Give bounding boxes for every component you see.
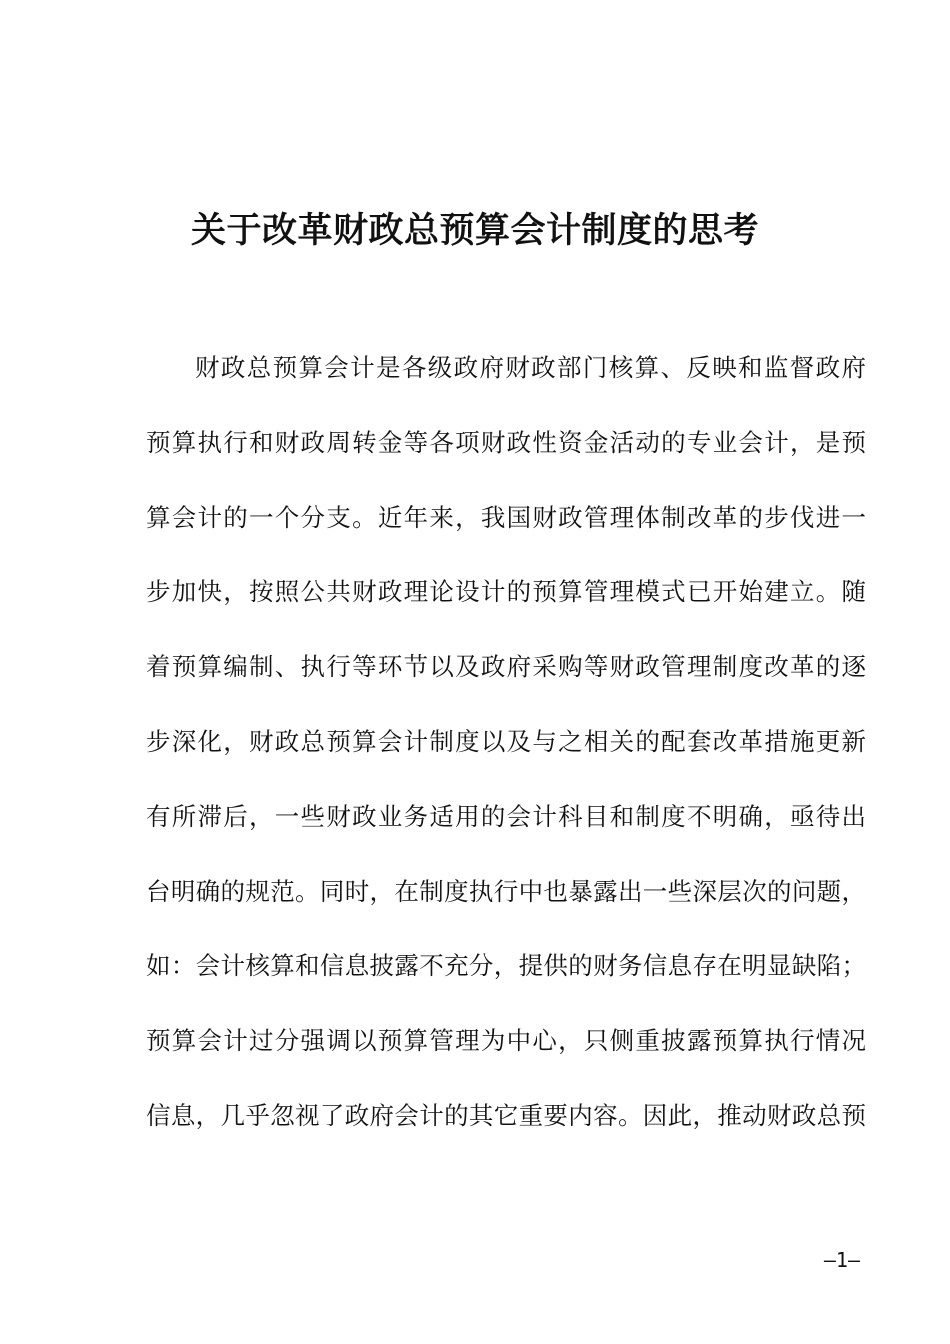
paragraph-line: 步加快，按照公共财政理论设计的预算管理模式已开始建立。随 [146, 577, 866, 607]
paragraph-line: 如：会计核算和信息披露不充分，提供的财务信息存在明显缺陷； [146, 951, 866, 981]
paragraph-line: 台明确的规范。同时，在制度执行中也暴露出一些深层次的问题， [146, 876, 866, 906]
document-title: 关于改革财政总预算会计制度的思考 [190, 211, 759, 251]
paragraph-line: 预算执行和财政周转金等各项财政性资金活动的专业会计，是预 [146, 427, 866, 457]
paragraph-line: 着预算编制、执行等环节以及政府采购等财政管理制度改革的逐 [146, 652, 866, 682]
paragraph-line: 财政总预算会计是各级政府财政部门核算、反映和监督政府 [195, 353, 866, 382]
paragraph-line: 预算会计过分强调以预算管理为中心，只侧重披露预算执行情况 [146, 1026, 866, 1056]
page-number: —1— [823, 1248, 860, 1272]
paragraph-line: 有所滞后，一些财政业务适用的会计科目和制度不明确，亟待出 [146, 801, 866, 831]
paragraph-line: 步深化，财政总预算会计制度以及与之相关的配套改革措施更新 [146, 726, 866, 756]
paragraph-line: 算会计的一个分支。近年来，我国财政管理体制改革的步伐进一 [146, 502, 866, 532]
paragraph-line: 信息，几乎忽视了政府会计的其它重要内容。因此，推动财政总预 [146, 1100, 866, 1130]
body-paragraph [146, 350, 866, 1173]
